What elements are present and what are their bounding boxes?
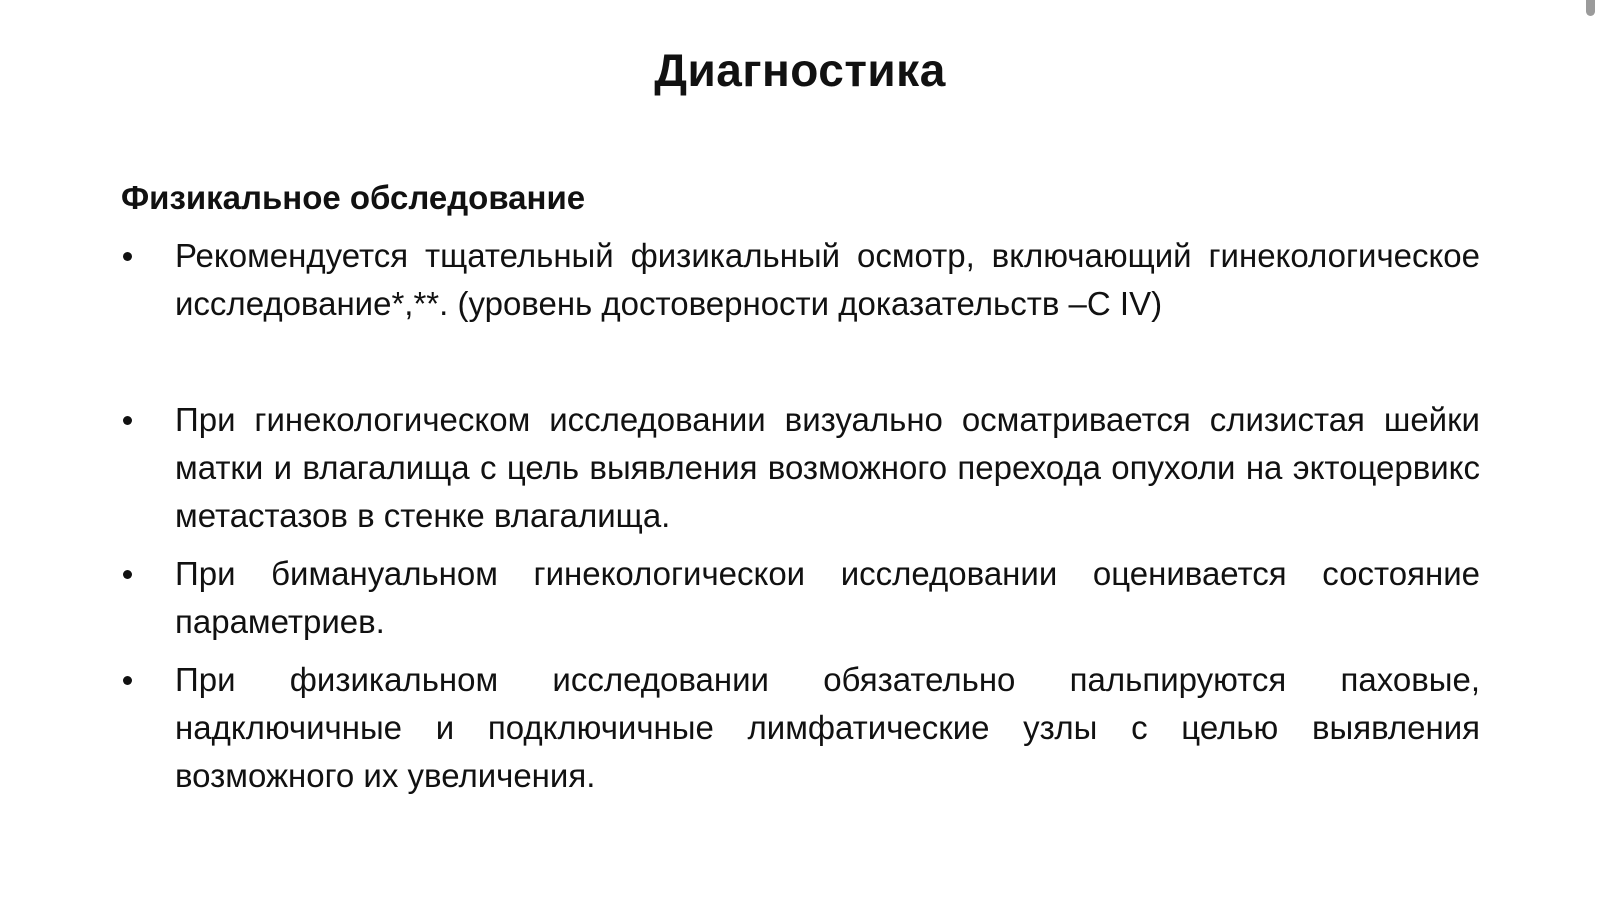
bullet-text: При физикальном исследовании обязательно пальпируются паховые, надключичные и подключичные лимфатические узлы с целью выявления возможного их увеличения. — [175, 661, 1480, 794]
scrollbar-thumb[interactable] — [1586, 0, 1595, 16]
bullet-list — [121, 232, 1480, 800]
list-item — [121, 550, 1480, 646]
section-heading: Физикальное обследование — [121, 179, 586, 216]
bullet-icon — [121, 656, 133, 704]
vertical-scrollbar[interactable] — [1582, 0, 1600, 911]
bullet-text: При гинекологическом исследовании визуально осматривается слизистая шейки матки и влагалища с цель выявления возможного перехода опухоли на эктоцервикс метастазов в стенке влагалища. — [175, 401, 1480, 534]
bullet-icon — [121, 232, 133, 280]
bullet-icon — [121, 550, 133, 598]
list-item — [121, 656, 1480, 800]
list-item — [121, 396, 1480, 540]
bullet-text: При бимануальном гинекологическои исследовании оценивается состояние параметриев. — [175, 555, 1480, 640]
list-item — [121, 232, 1480, 328]
bullet-text: Рекомендуется тщательный физикальный осмотр, включающий гинекологическое исследование*,**. (уровень достоверности доказательств –C IV) — [175, 237, 1480, 322]
slide-title: Диагностика — [654, 44, 946, 96]
bullet-icon — [121, 396, 133, 444]
